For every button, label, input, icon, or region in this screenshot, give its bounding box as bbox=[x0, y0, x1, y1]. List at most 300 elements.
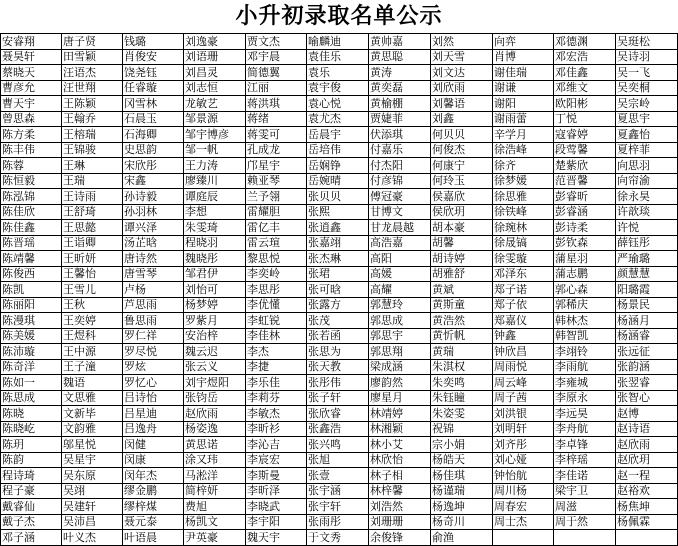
name-cell[interactable]: 钟鑫 bbox=[493, 328, 554, 344]
name-cell[interactable]: 刘宇煜阳 bbox=[184, 375, 246, 391]
name-cell[interactable]: 颜慧慧 bbox=[616, 266, 678, 282]
name-cell[interactable]: 雷亿丰 bbox=[246, 220, 307, 236]
name-cell[interactable]: 黄斯童 bbox=[431, 297, 493, 313]
name-cell[interactable]: 付杰阳 bbox=[369, 158, 431, 174]
name-cell[interactable]: 段莺馨 bbox=[554, 142, 616, 158]
name-cell[interactable]: 付嘉乐 bbox=[369, 142, 431, 158]
name-cell[interactable]: 彭钦森 bbox=[554, 235, 616, 251]
name-cell[interactable]: 欧阳彬 bbox=[554, 96, 616, 112]
name-cell[interactable]: 高浩嘉 bbox=[369, 235, 431, 251]
name-cell[interactable]: 邓德渊 bbox=[554, 34, 616, 50]
name-cell[interactable]: 肖俊安 bbox=[123, 49, 184, 65]
name-cell[interactable]: 刘馨语 bbox=[431, 96, 493, 112]
name-cell[interactable]: 辛学月 bbox=[493, 127, 554, 143]
name-cell[interactable]: 傅冠豪 bbox=[369, 189, 431, 205]
name-cell[interactable]: 楚紫欣 bbox=[554, 158, 616, 174]
name-cell[interactable]: 杨佳琪 bbox=[431, 468, 493, 484]
name-cell[interactable]: 刘心娅 bbox=[493, 452, 554, 468]
name-cell[interactable]: 罗忆心 bbox=[123, 375, 184, 391]
name-cell[interactable]: 聂元泰 bbox=[123, 514, 184, 530]
name-cell[interactable]: 王锦骏 bbox=[62, 142, 123, 158]
name-cell[interactable]: 陈奇洋 bbox=[1, 359, 62, 375]
name-cell[interactable]: 王诣卿 bbox=[62, 235, 123, 251]
name-cell[interactable]: 郭稀庆 bbox=[554, 297, 616, 313]
name-cell[interactable]: 张钧岳 bbox=[184, 390, 246, 406]
name-cell[interactable]: 黄思聪 bbox=[369, 49, 431, 65]
name-cell[interactable]: 闵康 bbox=[123, 452, 184, 468]
name-cell[interactable]: 黄涛 bbox=[369, 65, 431, 81]
name-cell[interactable]: 吴翊 bbox=[62, 483, 123, 499]
name-cell[interactable]: 张熙 bbox=[307, 204, 369, 220]
name-cell[interactable]: 杨奇川 bbox=[431, 514, 493, 530]
name-cell[interactable]: 李莉芬 bbox=[246, 390, 307, 406]
name-cell[interactable]: 郭心森 bbox=[554, 282, 616, 298]
name-cell[interactable]: 刘鑫 bbox=[431, 111, 493, 127]
name-cell[interactable]: 陈丰伟 bbox=[1, 142, 62, 158]
name-cell[interactable]: 胡馨 bbox=[431, 235, 493, 251]
name-cell[interactable]: 邹景源 bbox=[184, 111, 246, 127]
name-cell[interactable]: 杨涵月 bbox=[616, 313, 678, 329]
name-cell[interactable]: 蒲星羽 bbox=[554, 251, 616, 267]
name-cell[interactable] bbox=[616, 530, 678, 546]
name-cell[interactable]: 赵欣玥 bbox=[616, 452, 678, 468]
name-cell[interactable]: 黄奕磊 bbox=[369, 80, 431, 96]
name-cell[interactable]: 唐子贤 bbox=[62, 34, 123, 50]
name-cell[interactable]: 张宇轩 bbox=[307, 499, 369, 515]
name-cell[interactable]: 伏添琪 bbox=[369, 127, 431, 143]
name-cell[interactable]: 郑嘉仪 bbox=[493, 313, 554, 329]
name-cell[interactable]: 兰予翎 bbox=[246, 189, 307, 205]
name-cell[interactable]: 阳璐霞 bbox=[616, 282, 678, 298]
name-cell[interactable]: 林梓馨 bbox=[369, 483, 431, 499]
name-cell[interactable]: 芦思雨 bbox=[123, 297, 184, 313]
name-cell[interactable]: 汪语杰 bbox=[62, 65, 123, 81]
name-cell[interactable]: 徐齐 bbox=[493, 158, 554, 174]
name-cell[interactable]: 任睿璇 bbox=[123, 80, 184, 96]
name-cell[interactable]: 杨佩霖 bbox=[616, 514, 678, 530]
name-cell[interactable]: 张翌睿 bbox=[616, 375, 678, 391]
name-cell[interactable]: 李优懂 bbox=[246, 297, 307, 313]
name-cell[interactable]: 陈恒毅 bbox=[1, 173, 62, 189]
name-cell[interactable]: 高耀 bbox=[369, 282, 431, 298]
name-cell[interactable]: 徐铁峰 bbox=[493, 204, 554, 220]
name-cell[interactable]: 俞渔 bbox=[431, 530, 493, 546]
name-cell[interactable]: 杨凯文 bbox=[184, 514, 246, 530]
name-cell[interactable]: 鲁思雨 bbox=[123, 313, 184, 329]
name-cell[interactable]: 李乐佳 bbox=[246, 375, 307, 391]
name-cell[interactable]: 王瑞 bbox=[62, 173, 123, 189]
name-cell[interactable]: 张兴鸣 bbox=[307, 437, 369, 453]
name-cell[interactable]: 张欣睿 bbox=[307, 406, 369, 422]
name-cell[interactable]: 安睿翔 bbox=[1, 34, 62, 50]
name-cell[interactable]: 田雪颖 bbox=[62, 49, 123, 65]
name-cell[interactable]: 闵健 bbox=[123, 437, 184, 453]
name-cell[interactable]: 陈漫琪 bbox=[1, 313, 62, 329]
name-cell[interactable]: 王琳 bbox=[62, 158, 123, 174]
name-cell[interactable]: 杨梦婷 bbox=[184, 297, 246, 313]
name-cell[interactable]: 朱姿雯 bbox=[431, 406, 493, 422]
name-cell[interactable]: 丁悦 bbox=[554, 111, 616, 127]
name-cell[interactable]: 周于然 bbox=[554, 514, 616, 530]
name-cell[interactable]: 李昕泽 bbox=[246, 483, 307, 499]
name-cell[interactable]: 文新毕 bbox=[62, 406, 123, 422]
name-cell[interactable]: 王陈颖 bbox=[62, 96, 123, 112]
name-cell[interactable]: 袁尤杰 bbox=[307, 111, 369, 127]
name-cell[interactable]: 林欣怡 bbox=[369, 452, 431, 468]
name-cell[interactable]: 谢雨蕾 bbox=[493, 111, 554, 127]
name-cell[interactable]: 李敏杰 bbox=[246, 406, 307, 422]
name-cell[interactable]: 王雪儿 bbox=[62, 282, 123, 298]
name-cell[interactable]: 邓佳鑫 bbox=[554, 65, 616, 81]
name-cell[interactable]: 刘昌灵 bbox=[184, 65, 246, 81]
name-cell[interactable]: 江丽 bbox=[246, 80, 307, 96]
name-cell[interactable]: 汤芷晗 bbox=[123, 235, 184, 251]
name-cell[interactable]: 徐雯璇 bbox=[493, 251, 554, 267]
name-cell[interactable]: 安治梓 bbox=[184, 328, 246, 344]
name-cell[interactable]: 许悦 bbox=[616, 220, 678, 236]
name-cell[interactable]: 曹天宇 bbox=[1, 96, 62, 112]
name-cell[interactable]: 王奕婷 bbox=[62, 313, 123, 329]
name-cell[interactable]: 侯嘉欣 bbox=[431, 189, 493, 205]
name-cell[interactable]: 赵诗语 bbox=[616, 421, 678, 437]
name-cell[interactable]: 郭慧玲 bbox=[369, 297, 431, 313]
name-cell[interactable]: 周春宏 bbox=[493, 499, 554, 515]
name-cell[interactable]: 张雨彤 bbox=[307, 514, 369, 530]
name-cell[interactable]: 叶义杰 bbox=[62, 530, 123, 546]
name-cell[interactable]: 钟欣昌 bbox=[493, 344, 554, 360]
name-cell[interactable]: 邓宇晨 bbox=[246, 49, 307, 65]
name-cell[interactable]: 陈晓屹 bbox=[1, 421, 62, 437]
name-cell[interactable]: 陈俊西 bbox=[1, 266, 62, 282]
name-cell[interactable]: 龙敏艺 bbox=[184, 96, 246, 112]
name-cell[interactable]: 王煜科 bbox=[62, 328, 123, 344]
name-cell[interactable]: 高阳 bbox=[369, 251, 431, 267]
name-cell[interactable]: 尹英豪 bbox=[184, 530, 246, 546]
name-cell[interactable]: 郭思成 bbox=[369, 313, 431, 329]
name-cell[interactable]: 吴诗羽 bbox=[616, 49, 678, 65]
name-cell[interactable]: 李宇阳 bbox=[246, 514, 307, 530]
name-cell[interactable]: 黄榆棚 bbox=[369, 96, 431, 112]
name-cell[interactable]: 夏鑫怡 bbox=[616, 127, 678, 143]
name-cell[interactable]: 廖星月 bbox=[369, 390, 431, 406]
name-cell[interactable]: 何玲玉 bbox=[431, 173, 493, 189]
name-cell[interactable]: 文思雅 bbox=[62, 390, 123, 406]
name-cell[interactable]: 王秋 bbox=[62, 297, 123, 313]
name-cell[interactable]: 邓维文 bbox=[554, 80, 616, 96]
name-cell[interactable]: 杨皓天 bbox=[431, 452, 493, 468]
name-cell[interactable]: 程诗琦 bbox=[1, 468, 62, 484]
name-cell[interactable]: 魏云迟 bbox=[184, 344, 246, 360]
name-cell[interactable]: 雷耀胆 bbox=[246, 204, 307, 220]
name-cell[interactable]: 邹一帆 bbox=[184, 142, 246, 158]
name-cell[interactable]: 简德翼 bbox=[246, 65, 307, 81]
name-cell[interactable]: 刘齐彤 bbox=[493, 437, 554, 453]
name-cell[interactable]: 陈佳欣 bbox=[1, 204, 62, 220]
name-cell[interactable]: 罗尽悦 bbox=[123, 344, 184, 360]
name-cell[interactable] bbox=[554, 530, 616, 546]
name-cell[interactable]: 吴奕桐 bbox=[616, 80, 678, 96]
name-cell[interactable]: 何贝贝 bbox=[431, 127, 493, 143]
name-cell[interactable]: 李宸宏 bbox=[246, 452, 307, 468]
name-cell[interactable]: 蒋洪琪 bbox=[246, 96, 307, 112]
name-cell[interactable]: 程晓羽 bbox=[184, 235, 246, 251]
name-cell[interactable]: 王翰乔 bbox=[62, 111, 123, 127]
name-cell[interactable]: 饶尧钰 bbox=[123, 65, 184, 81]
name-cell[interactable]: 王诗雨 bbox=[62, 189, 123, 205]
name-cell[interactable]: 祝锦 bbox=[431, 421, 493, 437]
name-cell[interactable]: 郑子依 bbox=[493, 297, 554, 313]
name-cell[interactable]: 朱淇权 bbox=[431, 359, 493, 375]
name-cell[interactable]: 赖亚琴 bbox=[246, 173, 307, 189]
name-cell[interactable]: 何康宁 bbox=[431, 158, 493, 174]
name-cell[interactable]: 李昕衫 bbox=[246, 421, 307, 437]
name-cell[interactable]: 张茂 bbox=[307, 313, 369, 329]
name-cell[interactable]: 吴星宇 bbox=[62, 452, 123, 468]
name-cell[interactable]: 侯欣玥 bbox=[431, 204, 493, 220]
name-cell[interactable]: 邓宏浩 bbox=[554, 49, 616, 65]
name-cell[interactable]: 杨焦坤 bbox=[616, 499, 678, 515]
name-cell[interactable]: 徐永昊 bbox=[616, 189, 678, 205]
name-cell[interactable]: 刘然 bbox=[431, 34, 493, 50]
name-cell[interactable]: 范晋馨 bbox=[554, 173, 616, 189]
name-cell[interactable]: 李佳林 bbox=[246, 328, 307, 344]
name-cell[interactable]: 唐雪琴 bbox=[123, 266, 184, 282]
name-cell[interactable]: 宋鑫 bbox=[123, 173, 184, 189]
name-cell[interactable]: 张可晗 bbox=[307, 282, 369, 298]
name-cell[interactable]: 张壹 bbox=[307, 468, 369, 484]
name-cell[interactable]: 李奕岭 bbox=[246, 266, 307, 282]
name-cell[interactable]: 陈沛璇 bbox=[1, 344, 62, 360]
name-cell[interactable]: 魏语 bbox=[62, 375, 123, 391]
name-cell[interactable]: 梁宇卫 bbox=[554, 483, 616, 499]
name-cell[interactable]: 吴宗岭 bbox=[616, 96, 678, 112]
name-cell[interactable]: 寇睿婷 bbox=[554, 127, 616, 143]
name-cell[interactable]: 韩智凯 bbox=[554, 328, 616, 344]
name-cell[interactable]: 黄斌 bbox=[431, 282, 493, 298]
name-cell[interactable]: 郭思宇 bbox=[369, 328, 431, 344]
name-cell[interactable]: 向帘渝 bbox=[616, 173, 678, 189]
name-cell[interactable]: 林小艾 bbox=[369, 437, 431, 453]
name-cell[interactable]: 林靖婷 bbox=[369, 406, 431, 422]
name-cell[interactable]: 陈晓 bbox=[1, 406, 62, 422]
name-cell[interactable]: 宗小娟 bbox=[431, 437, 493, 453]
name-cell[interactable]: 汪世翔 bbox=[62, 80, 123, 96]
name-cell[interactable]: 张宇涵 bbox=[307, 483, 369, 499]
name-cell[interactable]: 吴沛昌 bbox=[62, 514, 123, 530]
name-cell[interactable]: 向思羽 bbox=[616, 158, 678, 174]
name-cell[interactable]: 薛钰彤 bbox=[616, 235, 678, 251]
name-cell[interactable]: 李虹锐 bbox=[246, 313, 307, 329]
name-cell[interactable]: 李想 bbox=[184, 204, 246, 220]
name-cell[interactable]: 李沁吉 bbox=[246, 437, 307, 453]
name-cell[interactable]: 孔成龙 bbox=[246, 142, 307, 158]
name-cell[interactable]: 戴子杰 bbox=[1, 514, 62, 530]
name-cell[interactable]: 李晓武 bbox=[246, 499, 307, 515]
name-cell[interactable]: 岳培伟 bbox=[307, 142, 369, 158]
name-cell[interactable]: 何俊杰 bbox=[431, 142, 493, 158]
name-cell[interactable]: 朱雯琦 bbox=[184, 220, 246, 236]
name-cell[interactable]: 喻麟迪 bbox=[307, 34, 369, 50]
name-cell[interactable]: 韩林杰 bbox=[554, 313, 616, 329]
name-cell[interactable]: 唐诗然 bbox=[123, 251, 184, 267]
name-cell[interactable]: 杨涵睿 bbox=[616, 328, 678, 344]
name-cell[interactable]: 赵欣雨 bbox=[616, 437, 678, 453]
name-cell[interactable]: 黄瑞 bbox=[431, 344, 493, 360]
name-cell[interactable]: 陈丽阳 bbox=[1, 297, 62, 313]
name-cell[interactable]: 李思彤 bbox=[246, 282, 307, 298]
name-cell[interactable]: 涂又玮 bbox=[184, 452, 246, 468]
name-cell[interactable]: 吕诗怡 bbox=[123, 390, 184, 406]
name-cell[interactable]: 林湘颖 bbox=[369, 421, 431, 437]
name-cell[interactable]: 史思韵 bbox=[123, 142, 184, 158]
name-cell[interactable]: 林子相 bbox=[369, 468, 431, 484]
name-cell[interactable]: 钱璐 bbox=[123, 34, 184, 50]
name-cell[interactable]: 郑子诺 bbox=[493, 282, 554, 298]
name-cell[interactable]: 刘语珊 bbox=[184, 49, 246, 65]
name-cell[interactable]: 吴建轩 bbox=[62, 499, 123, 515]
name-cell[interactable]: 吕星迪 bbox=[123, 406, 184, 422]
name-cell[interactable]: 杨逸坤 bbox=[431, 499, 493, 515]
name-cell[interactable]: 蒋雯可 bbox=[246, 127, 307, 143]
name-cell[interactable]: 邓泽东 bbox=[493, 266, 554, 282]
name-cell[interactable]: 周滋 bbox=[554, 499, 616, 515]
name-cell[interactable]: 徐晟镐 bbox=[493, 235, 554, 251]
name-cell[interactable]: 岳晨宇 bbox=[307, 127, 369, 143]
name-cell[interactable]: 赵一程 bbox=[616, 468, 678, 484]
name-cell[interactable]: 邹君伊 bbox=[184, 266, 246, 282]
name-cell[interactable]: 陈如一 bbox=[1, 375, 62, 391]
name-cell[interactable]: 蔡晓天 bbox=[1, 65, 62, 81]
name-cell[interactable]: 吴珽松 bbox=[616, 34, 678, 50]
name-cell[interactable]: 陈方柔 bbox=[1, 127, 62, 143]
name-cell[interactable]: 王馨怡 bbox=[62, 266, 123, 282]
name-cell[interactable]: 陈思成 bbox=[1, 390, 62, 406]
name-cell[interactable]: 黄忻帆 bbox=[431, 328, 493, 344]
name-cell[interactable]: 叶语晨 bbox=[123, 530, 184, 546]
name-cell[interactable]: 杨姿逸 bbox=[184, 421, 246, 437]
name-cell[interactable]: 孙羽林 bbox=[123, 204, 184, 220]
name-cell[interactable]: 周云峰 bbox=[493, 375, 554, 391]
name-cell[interactable]: 贾婕菲 bbox=[369, 111, 431, 127]
name-cell[interactable]: 夏思宇 bbox=[616, 111, 678, 127]
name-cell[interactable]: 黄思诺 bbox=[184, 437, 246, 453]
name-cell[interactable]: 袁佳乐 bbox=[307, 49, 369, 65]
name-cell[interactable]: 周川杨 bbox=[493, 483, 554, 499]
name-cell[interactable]: 岳婉晴 bbox=[307, 173, 369, 189]
name-cell[interactable]: 袁宇俊 bbox=[307, 80, 369, 96]
name-cell[interactable]: 朱奕鸣 bbox=[431, 375, 493, 391]
name-cell[interactable]: 黄浩然 bbox=[431, 313, 493, 329]
name-cell[interactable]: 张鑫浩 bbox=[307, 421, 369, 437]
name-cell[interactable]: 张子轩 bbox=[307, 390, 369, 406]
name-cell[interactable]: 彭睿昕 bbox=[554, 189, 616, 205]
name-cell[interactable]: 肖博 bbox=[493, 49, 554, 65]
name-cell[interactable]: 李雨航 bbox=[554, 359, 616, 375]
name-cell[interactable]: 夏梓菲 bbox=[616, 142, 678, 158]
name-cell[interactable]: 张智心 bbox=[616, 390, 678, 406]
name-cell[interactable]: 缪梓煤 bbox=[123, 499, 184, 515]
name-cell[interactable]: 袁心悦 bbox=[307, 96, 369, 112]
name-cell[interactable]: 张逍鑫 bbox=[307, 220, 369, 236]
name-cell[interactable]: 袁乐 bbox=[307, 65, 369, 81]
name-cell[interactable]: 梁成涵 bbox=[369, 359, 431, 375]
name-cell[interactable]: 余俊锋 bbox=[369, 530, 431, 546]
name-cell[interactable]: 徐琬林 bbox=[493, 220, 554, 236]
name-cell[interactable]: 谭兴泽 bbox=[123, 220, 184, 236]
name-cell[interactable]: 朱钰瞳 bbox=[431, 390, 493, 406]
name-cell[interactable]: 李卓锋 bbox=[554, 437, 616, 453]
name-cell[interactable]: 邬星悦 bbox=[62, 437, 123, 453]
name-cell[interactable]: 谢佳瑞 bbox=[493, 65, 554, 81]
name-cell[interactable]: 陈晋瑶 bbox=[1, 235, 62, 251]
name-cell[interactable]: 廖韵然 bbox=[369, 375, 431, 391]
name-cell[interactable]: 李翊铃 bbox=[554, 344, 616, 360]
name-cell[interactable]: 李雍城 bbox=[554, 375, 616, 391]
name-cell[interactable]: 岳娴铮 bbox=[307, 158, 369, 174]
name-cell[interactable]: 彭诗柔 bbox=[554, 220, 616, 236]
name-cell[interactable]: 王思懿 bbox=[62, 220, 123, 236]
name-cell[interactable]: 陈蓉 bbox=[1, 158, 62, 174]
name-cell[interactable]: 赵博 bbox=[616, 406, 678, 422]
name-cell[interactable]: 费旭 bbox=[184, 499, 246, 515]
name-cell[interactable]: 付彦锦 bbox=[369, 173, 431, 189]
name-cell[interactable]: 张嘉翊 bbox=[307, 235, 369, 251]
name-cell[interactable]: 徐思雅 bbox=[493, 189, 554, 205]
name-cell[interactable]: 吴一飞 bbox=[616, 65, 678, 81]
name-cell[interactable]: 马淞洋 bbox=[184, 468, 246, 484]
name-cell[interactable]: 聂昊轩 bbox=[1, 49, 62, 65]
name-cell[interactable]: 徐浩峰 bbox=[493, 142, 554, 158]
name-cell[interactable]: 张韵涵 bbox=[616, 359, 678, 375]
name-cell[interactable]: 吕逸舟 bbox=[123, 421, 184, 437]
name-cell[interactable]: 刘明轩 bbox=[493, 421, 554, 437]
name-cell[interactable]: 张露方 bbox=[307, 297, 369, 313]
name-cell[interactable]: 严瑜璐 bbox=[616, 251, 678, 267]
name-cell[interactable]: 吴东原 bbox=[62, 468, 123, 484]
name-cell[interactable]: 谢谦 bbox=[493, 80, 554, 96]
name-cell[interactable]: 张云义 bbox=[184, 359, 246, 375]
name-cell[interactable]: 于文秀 bbox=[307, 530, 369, 546]
name-cell[interactable]: 王中源 bbox=[62, 344, 123, 360]
name-cell[interactable]: 张彤伟 bbox=[307, 375, 369, 391]
name-cell[interactable]: 刘欣雨 bbox=[431, 80, 493, 96]
name-cell[interactable]: 卢杨 bbox=[123, 282, 184, 298]
name-cell[interactable]: 廖臻川 bbox=[184, 173, 246, 189]
name-cell[interactable]: 缪金鹏 bbox=[123, 483, 184, 499]
name-cell[interactable]: 李远昊 bbox=[554, 406, 616, 422]
name-cell[interactable]: 石晨玉 bbox=[123, 111, 184, 127]
name-cell[interactable]: 许歆琰 bbox=[616, 204, 678, 220]
name-cell[interactable]: 陈佳鑫 bbox=[1, 220, 62, 236]
name-cell[interactable]: 刘浩然 bbox=[369, 499, 431, 515]
name-cell[interactable]: 曾思森 bbox=[1, 111, 62, 127]
name-cell[interactable]: 张杰琳 bbox=[307, 251, 369, 267]
name-cell[interactable]: 甘龙晨越 bbox=[369, 220, 431, 236]
name-cell[interactable]: 陈韵 bbox=[1, 452, 62, 468]
name-cell[interactable]: 王舒琦 bbox=[62, 204, 123, 220]
name-cell[interactable]: 邹宇博彦 bbox=[184, 127, 246, 143]
name-cell[interactable]: 张天教 bbox=[307, 359, 369, 375]
name-cell[interactable]: 李杰 bbox=[246, 344, 307, 360]
name-cell[interactable]: 刘怡可 bbox=[184, 282, 246, 298]
name-cell[interactable]: 蒋绪 bbox=[246, 111, 307, 127]
name-cell[interactable]: 刘珊珊 bbox=[369, 514, 431, 530]
name-cell[interactable]: 王昕妍 bbox=[62, 251, 123, 267]
name-cell[interactable]: 陈凯 bbox=[1, 282, 62, 298]
name-cell[interactable]: 孙诗毅 bbox=[123, 189, 184, 205]
name-cell[interactable]: 张远征 bbox=[616, 344, 678, 360]
name-cell[interactable]: 蒲志鹏 bbox=[554, 266, 616, 282]
